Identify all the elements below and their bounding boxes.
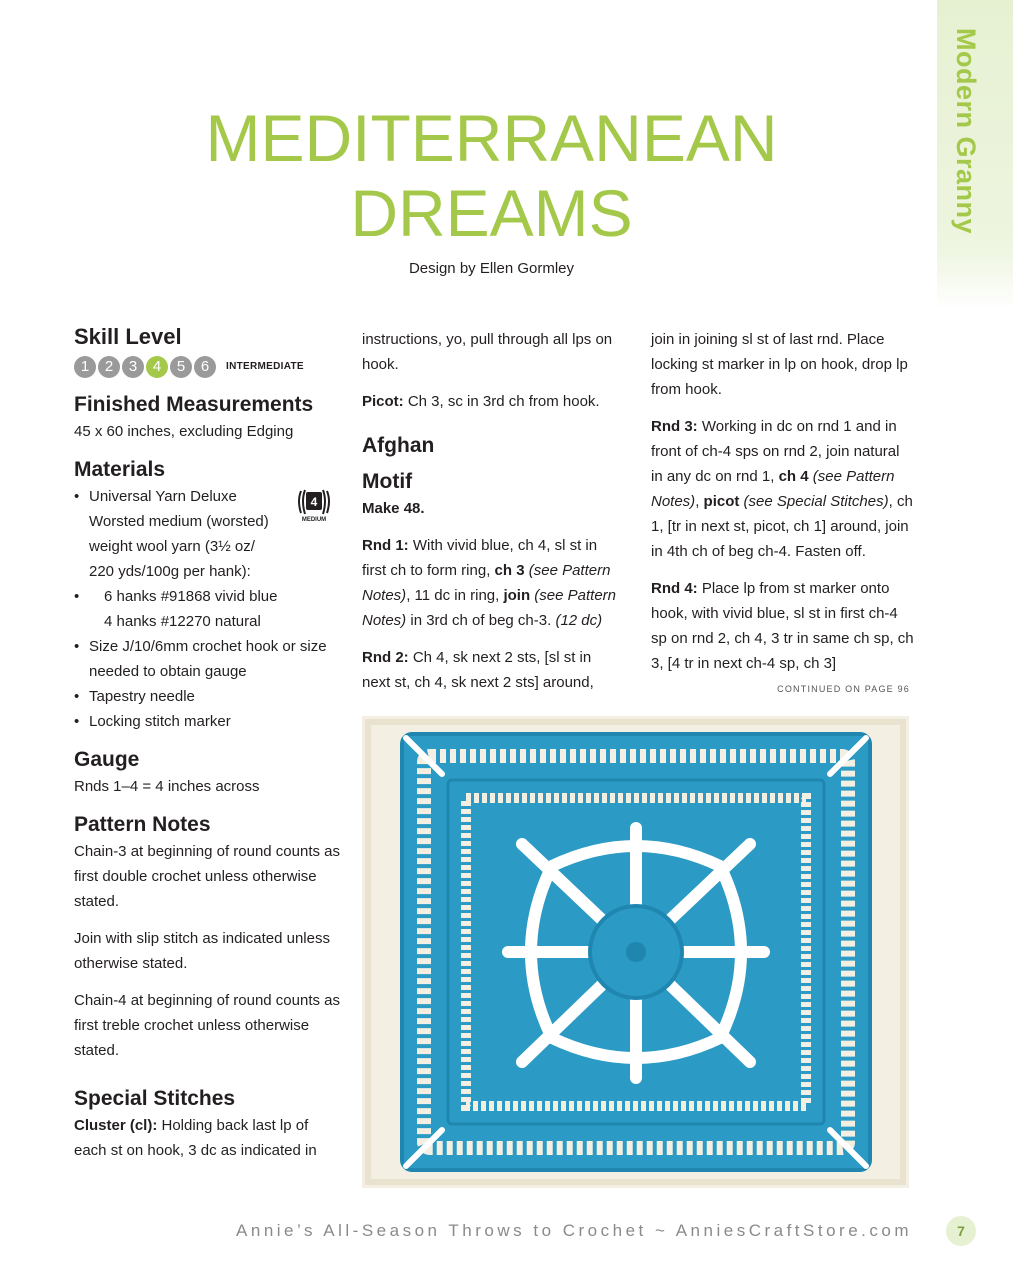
materials-heading: Materials [74,458,166,481]
skill-level-indicator [74,354,344,379]
pattern-note: Join with slip stitch as indicated unless otherwise stated. [74,930,330,972]
cluster-label: Cluster (cl): [74,1117,158,1134]
yarn-weight-icon [297,487,331,523]
special-stitches-heading: Special Stitches [74,1087,236,1110]
page-title-line1: MEDITERRANEAN [205,101,778,175]
round-4 [651,576,915,676]
gauge-text: Rnds 1–4 = 4 inches across [74,778,260,795]
skill-circle-5: 5 [170,356,192,378]
round-text: in 3rd ch of beg ch-3. [406,612,556,629]
yarn-line: weight wool yarn (3½ oz/ [89,538,255,555]
pattern-notes-heading: Pattern Notes [74,813,211,836]
finished-measurements-heading: Finished Measurements [74,393,314,416]
cluster-continued: instructions, yo, pull through all lps on hook. [362,331,613,373]
gauge-heading: Gauge [74,748,140,771]
skill-circle-1: 1 [74,356,96,378]
round-label: Rnd 4: [651,580,698,597]
pattern-note: Chain-3 at beginning of round counts as first double crochet unless otherwise stated. [74,843,341,910]
picot-text: Ch 3, sc in 3rd ch from hook. [403,393,600,410]
round-text: Place lp from st marker onto hook, with vivid blue, sl st in first ch-4 sp on rnd 2, ch 4, 3 tr in same ch sp, ch 3, [4 tr in next ch-4 sp, ch 3] [651,580,914,672]
column-middle [362,327,622,695]
yarn-line: 220 yds/100g per hank): [89,563,251,580]
page-number: 7 [946,1216,976,1246]
yarn-line: Worsted medium (worsted) [89,513,269,530]
round-3 [651,414,915,564]
list-item: • Tapestry needle [74,684,344,709]
column-right [651,327,915,676]
round-1 [362,533,622,633]
round-text-bold: join [503,587,531,604]
yarn-line: Universal Yarn Deluxe [89,488,237,505]
round-text: , [695,493,704,510]
cluster-text: Holding back last lp of each st on hook, 3 dc as indicated in [74,1117,317,1159]
skill-level-heading: Skill Level [74,324,182,349]
make-count [362,496,622,521]
afghan-heading: Afghan [362,434,435,457]
column-left [74,322,344,1163]
continued-note: CONTINUED ON PAGE 96 [777,684,910,694]
round-text: , ch 1, [tr in next st, picot, ch 1] around, join in 4th ch of beg ch-4. Fasten off. [651,493,913,560]
list-item-sub [74,584,344,634]
round-text-bold: picot [703,493,740,510]
round-label: Rnd 3: [651,418,698,435]
skill-level-label: INTERMEDIATE [226,361,304,372]
hank-line: 6 hanks #91868 vivid blue [104,588,278,605]
cluster-definition [74,1113,344,1163]
round-text: , 11 dc in ring, [406,587,504,604]
picot-label: Picot: [362,393,404,410]
list-item: • Size J/10/6mm crochet hook or size needed to obtain gauge [74,634,344,684]
round-label: Rnd 2: [362,649,409,666]
pattern-note: Chain-4 at beginning of round counts as first treble crochet unless otherwise stated. [74,992,341,1059]
skill-circle-4-active: 4 [146,356,168,378]
round-2-continued: join in joining sl st of last rnd. Place locking st marker in lp on hook, drop lp from hook. [651,331,908,398]
skill-circle-6: 6 [194,356,216,378]
page-title-line2: DREAMS [350,176,633,250]
designer-byline: Design by Ellen Gormley [408,260,575,277]
finished-measurements-text: 45 x 60 inches, excluding Edging [74,423,294,440]
skill-circle-3: 3 [122,356,144,378]
list-item: • Locking stitch marker [74,709,344,734]
crochet-motif-photo [362,716,909,1188]
section-tab-label: Modern Granny [951,28,981,235]
page-footer: Annie’s All-Season Throws to Crochet ~ AnniesCraftStore.com [236,1221,912,1240]
yarn-weight-label: MEDIUM [301,517,327,523]
hank-line: 4 hanks #12270 natural [104,613,261,630]
round-text: With vivid blue, ch 4, sl st in first ch to form ring, [362,537,598,579]
round-text: Ch 4, sk next 2 sts, [sl st in next st, ch 4, sk next 2 sts] around, [362,649,594,691]
round-text-italic: (see Pattern Notes) [651,468,895,510]
round-text-italic: (12 dc) [555,612,603,629]
round-text-italic: (see Special Stitches) [739,493,889,510]
round-text: Working in dc on rnd 1 and in front of ch-4 sps on rnd 2, join natural in any dc on rnd 1, [651,418,900,485]
round-text-bold: ch 4 [778,468,809,485]
round-text-italic: (see Pattern Notes) [362,562,611,604]
round-text-italic: (see Pattern Notes) [362,587,617,629]
motif-heading: Motif [362,470,413,493]
skill-circle-2: 2 [98,356,120,378]
picot-definition [362,389,622,414]
round-text-bold: ch 3 [494,562,525,579]
yarn-weight-number: 4 [310,495,318,509]
round-label: Rnd 1: [362,537,409,554]
make-count-text: Make 48. [362,500,425,517]
round-2 [362,645,622,695]
